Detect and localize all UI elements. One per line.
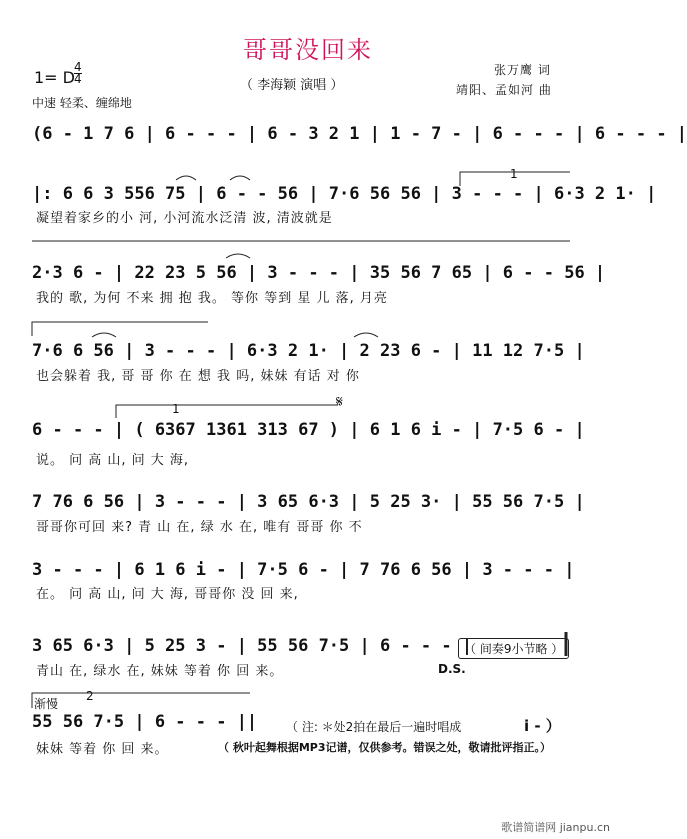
score-row-7: 3 - - - | 6 1 6 i - | 7·5 6 - | 7 76 6 56 | 3 - - - | bbox=[32, 560, 575, 580]
time-top: 4 bbox=[74, 60, 82, 74]
lyric-row-7: 在。 问 高 山, 问 大 海, 哥哥你 没 回 来, bbox=[36, 587, 299, 602]
score-row-9: 55 56 7·5 | 6 - - - || bbox=[32, 712, 258, 732]
lyric-row-8: 青山 在, 绿水 在, 妹妹 等着 你 回 来。 bbox=[36, 664, 284, 679]
transcriber-disclaimer: （ 秋叶起舞根据MP3记谱，仅供参考。错误之处，敬请批评指正。） bbox=[218, 741, 551, 754]
segno-sign: 𝄋 bbox=[336, 392, 343, 411]
slur bbox=[230, 176, 250, 180]
score-row-2: |: 6 6 3 556 75 | 6 - - 56 | 7·6 56 56 | 3 - - - | 6·3 2 1· | bbox=[32, 184, 657, 204]
lyric-row-6: 哥哥你可回 来? 青 山 在, 绿 水 在, 唯有 哥哥 你 不 bbox=[36, 520, 363, 535]
volta-bracket-1c bbox=[116, 405, 338, 418]
page-title: 哥哥没回来 bbox=[243, 36, 373, 64]
performance-note-tail: i - ） bbox=[524, 717, 561, 735]
score-row-5: 6 - - - | ( 6367 1361 313 67 ) | 6 1 6 i - | 7·5 6 - | bbox=[32, 420, 585, 440]
performance-note: （ 注: ＊处2拍在最后一遍时唱成 bbox=[286, 720, 462, 734]
lyric-row-9: 妹妹 等着 你 回 来。 bbox=[36, 742, 169, 757]
volta-1-label: 1 bbox=[510, 167, 518, 181]
site-watermark: 歌谱简谱网 jianpu.cn bbox=[501, 821, 610, 834]
score-row-4: 7·6 6 56 | 3 - - - | 6·3 2 1· | 2 23 6 - | 11 12 7·5 | bbox=[32, 341, 585, 361]
lyricist-credit: 张万鹰 词 bbox=[494, 63, 551, 77]
interlude-box: （ 间奏9小节略 ） bbox=[458, 638, 569, 659]
key-signature: 1= D bbox=[34, 68, 75, 87]
slur bbox=[176, 176, 196, 180]
lyric-row-2: 凝望着家乡的小 河, 小河流水泛清 波, 清波就是 bbox=[36, 211, 333, 226]
lyric-row-3: 我的 歌, 为何 不来 拥 抱 我。 等你 等到 星 儿 落, 月亮 bbox=[36, 291, 388, 306]
composer-credit: 靖阳、孟如河 曲 bbox=[456, 83, 552, 97]
score-row-8: 3 65 6·3 | 5 25 3 - | 55 56 7·5 | 6 - - - | bbox=[32, 636, 473, 656]
score-row-6: 7 76 6 56 | 3 - - - | 3 65 6·3 | 5 25 3· | 55 56 7·5 | bbox=[32, 492, 585, 512]
tempo-marking: 中速 轻柔、缠绵地 bbox=[32, 96, 132, 110]
slur bbox=[226, 254, 250, 258]
volta-bracket-1b bbox=[32, 322, 208, 336]
volta-bracket-2 bbox=[32, 693, 250, 708]
lyric-row-5: 说。 问 高 山, 问 大 海, bbox=[36, 453, 190, 468]
singer-credit: （ 李海颖 演唱 ） bbox=[240, 78, 344, 93]
score-row-1: (6 - 1 7 6 | 6 - - - | 6 - 3 2 1 | 1 - 7 - | 6 - - - | 6 - - - | bbox=[32, 124, 687, 144]
time-bottom: 4 bbox=[74, 72, 82, 86]
volta-2-label: 2 bbox=[86, 689, 94, 703]
volta-bracket-1a bbox=[460, 172, 570, 186]
ds-mark: D.S. bbox=[438, 662, 466, 676]
volta-1-label-b: 1 bbox=[172, 402, 180, 416]
score-row-3: 2·3 6 - | 22 23 5 56 | 3 - - - | 35 56 7 65 | 6 - - 56 | bbox=[32, 263, 606, 283]
lyric-row-4: 也会躲着 我, 哥 哥 你 在 想 我 吗, 妹妹 有话 对 你 bbox=[36, 369, 360, 384]
slur bbox=[92, 333, 116, 337]
slur bbox=[354, 333, 378, 337]
slow-mark: 渐慢 bbox=[34, 697, 59, 711]
